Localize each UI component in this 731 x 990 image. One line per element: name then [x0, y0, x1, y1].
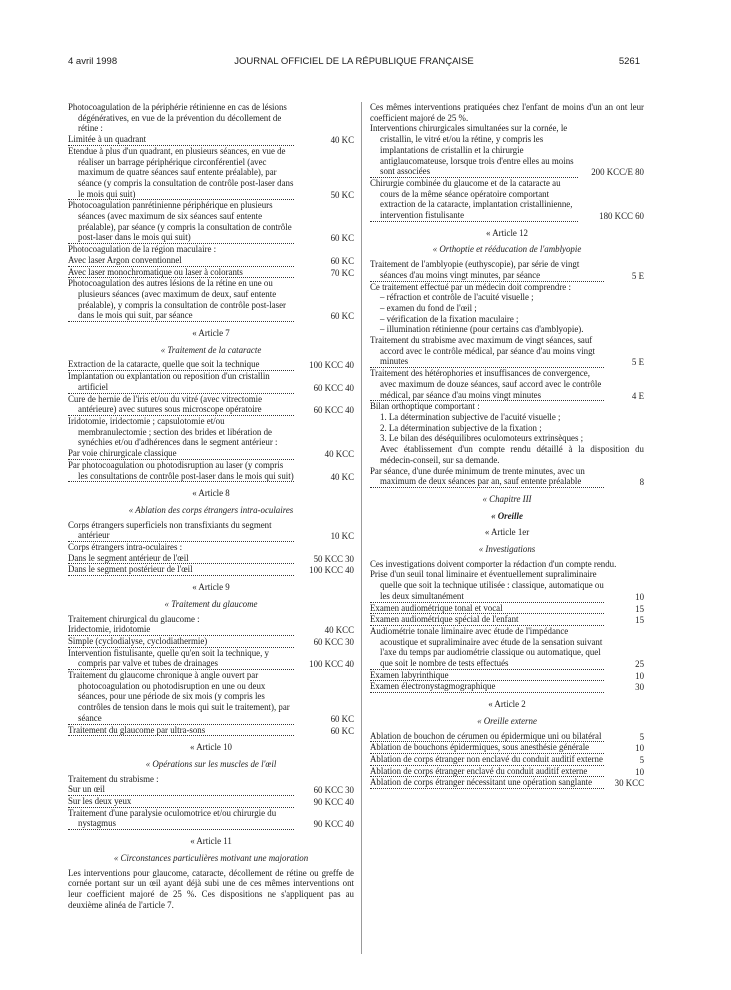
- entry-value: 100 KCC 40: [309, 565, 354, 576]
- entry-value: 60 KCC 40: [313, 382, 354, 393]
- entry-text: Dans le segment postérieur de l'œil: [68, 564, 294, 576]
- tariff-entry: [68, 553, 354, 565]
- entry-value: 60 KCC 30: [313, 636, 354, 647]
- article-heading: « Article 7: [192, 328, 230, 339]
- entry-text: Bilan orthoptique comportant :: [370, 401, 480, 412]
- article-heading: « Article 2: [488, 699, 526, 710]
- entry-value: 60 KC: [330, 725, 354, 736]
- entry-value: 60 KC: [330, 255, 354, 266]
- entry-value: 60 KC: [330, 311, 354, 322]
- tariff-entry: [68, 416, 354, 448]
- tariff-entry: [68, 648, 354, 670]
- article-subheading: « Opérations sur les muscles de l'œil: [145, 758, 277, 769]
- entry-value: 50 KC: [330, 189, 354, 200]
- entry-value: 40 KCC: [324, 625, 354, 636]
- header-page-number: 5261: [618, 56, 640, 67]
- tariff-entry: [370, 614, 644, 626]
- entry-text: Audiométrie tonale liminaire avec étude de l'impédance acoustique et supraliminaire avec étude de la sensation suivant l'axe du temps par audiométrie classique ou automatique, quel que soit le nombre de tests effectués: [370, 625, 603, 669]
- entry-text: Avec laser monochromatique ou laser à colorants: [68, 267, 294, 279]
- left-column: [68, 102, 354, 910]
- entry-value: 25: [635, 659, 644, 670]
- entry-text: Examen audiométrique spécial de l'enfant: [370, 614, 604, 626]
- tariff-entry: [68, 448, 354, 460]
- tariff-entry: [370, 123, 644, 178]
- entry-text: Par séance, d'une durée minimum de trente minutes, avec un maximum de deux séances par an, sauf entente préalable: [370, 466, 604, 488]
- tariff-entry: [68, 394, 354, 416]
- entry-text: Dans le segment antérieur de l'œil: [68, 553, 294, 565]
- tariff-entry: [370, 401, 644, 412]
- article-heading: « Article 9: [192, 582, 230, 593]
- tariff-entry: [370, 603, 644, 615]
- entry-text: Ablation de corps étranger nécessitant une opération sanglante: [370, 777, 604, 789]
- entry-text: Traitement chirurgical du glaucome :: [68, 613, 200, 624]
- entry-text: Sur les deux yeux: [68, 796, 294, 808]
- entry-text: Ablation de bouchons épidermiques, sous anesthésie générale: [370, 742, 604, 754]
- entry-text: Traitement des hétérophories et insuffisances de convergence, avec maximum de douze séances, sauf accord avec le contrôle médical, par séance d'au moins vingt minutes: [370, 368, 604, 401]
- entry-value: 4 E: [631, 390, 644, 401]
- entry-value: 30 KCC: [614, 778, 644, 789]
- list-item: Avec établissement d'un compte rendu détaillé à la disposition du médecin-conseil, sur sa demande.: [380, 444, 644, 465]
- entry-text: Corps étrangers superficiels non transfixiants du segment antérieur: [68, 520, 294, 542]
- tariff-entry: [68, 359, 354, 371]
- list-item: – vérification de la fixation maculaire ;: [380, 313, 519, 324]
- tariff-entry: [370, 178, 644, 222]
- list-item: – illumination rétinienne (pour certains cas d'amblyopie).: [380, 324, 584, 335]
- header-title: JOURNAL OFFICIEL DE LA RÉPUBLIQUE FRANÇAISE: [234, 56, 474, 67]
- entry-value: 10: [635, 670, 644, 681]
- entry-text: Photocoagulation de la périphérie rétinienne en cas de lésions dégénératives, en vue de la prévention du décollement de rétine :: [68, 102, 287, 134]
- entry-text: Examen labyrinthique: [370, 670, 604, 682]
- page-header: [68, 56, 640, 70]
- article-subheading: « Oreille externe: [477, 715, 537, 726]
- tariff-entry: [68, 255, 354, 267]
- tariff-entry: [68, 542, 354, 553]
- entry-text: Chirurgie combinée du glaucome et de la cataracte au cours de la même séance opératoire comportant extraction de la cataracte, implantation cristallinienne, intervention fistulisante: [370, 178, 578, 222]
- entry-value: 60 KCC 40: [313, 405, 354, 416]
- article-subheading: « Traitement du glaucome: [164, 598, 258, 609]
- entry-value: 10: [635, 591, 644, 602]
- entry-value: 60 KC: [330, 233, 354, 244]
- tariff-entry: [370, 259, 644, 281]
- entry-text: Intervention fistulisante, quelle qu'en soit la technique, y compris par valve et tubes de drainages: [68, 648, 294, 670]
- entry-value: 30: [635, 682, 644, 693]
- tariff-entry: [370, 670, 644, 682]
- tariff-entry: [68, 784, 354, 796]
- tariff-entry: [68, 564, 354, 576]
- list-item: – examen du fond de l'œil ;: [380, 302, 477, 313]
- entry-text: Par photocoagulation ou photodisruption au laser (y compris les consultations de contrôle post-laser dans le mois qui suit): [68, 459, 294, 481]
- entry-text: Implantation ou explantation ou reposition d'un cristallin artificiel: [68, 371, 294, 393]
- entry-value: 10: [635, 766, 644, 777]
- list-item: – réfraction et contrôle de l'acuité visuelle ;: [380, 292, 534, 303]
- entry-value: 100 KCC 40: [309, 659, 354, 670]
- entry-text: Prise d'un seuil tonal liminaire et éventuellement supraliminaire quelle que soit la technique utilisée : classique, automatique ou les deux simultanément: [370, 569, 604, 601]
- article-heading: « Article 11: [190, 836, 232, 847]
- article-subheading: « Circonstances particulières motivant une majoration: [113, 852, 309, 863]
- entry-value: 100 KCC 40: [309, 360, 354, 371]
- right-column: [370, 102, 644, 789]
- tariff-entry: [68, 102, 354, 134]
- entry-text: Ablation de corps étranger non enclavé du conduit auditif externe: [370, 753, 603, 764]
- article-subheading: « Traitement de la cataracte: [160, 344, 262, 355]
- entry-value: 200 KCC/E 80: [591, 167, 644, 178]
- entry-text: Iridotomie, iridectomie ; capsulotomie et/ou membranulectomie ; section des brides et libération de synéchies et/ou d'adhérences dans le segment antérieur :: [68, 415, 278, 448]
- entry-value: 70 KC: [330, 267, 354, 278]
- tariff-entry: [370, 766, 644, 778]
- entry-text: Ce traitement effectué par un médecin doit comprendre :: [370, 281, 571, 292]
- tariff-entry: [68, 244, 354, 255]
- entry-value: 5 E: [631, 357, 644, 368]
- list-item: 1. La détermination subjective de l'acuité visuelle ;: [380, 411, 561, 422]
- chapter-heading: « Chapitre III: [482, 493, 532, 504]
- tariff-entry: [370, 282, 644, 293]
- tariff-entry: [68, 134, 354, 146]
- entry-text: Sur un œil: [68, 784, 294, 796]
- tariff-entry: [370, 335, 644, 368]
- entry-value: 60 KCC 30: [313, 785, 354, 796]
- entry-text: Cure de hernie de l'iris et/ou du vitré (avec vitrectomie antérieure) avec sutures sous microscope opératoire: [68, 394, 294, 416]
- entry-value: 40 KCC: [324, 449, 354, 460]
- entry-text: Photocoagulation de la région maculaire :: [68, 244, 217, 255]
- tariff-entry: [68, 725, 354, 737]
- header-date: 4 avril 1998: [68, 56, 118, 67]
- entry-text: Traitement du glaucome chronique à angle ouvert par photocoagulation ou photodisruption en une ou deux séances, pour une période de six mois (y compris les contrôles de tension dans le mois qui suit le traitement), par séance: [68, 670, 294, 725]
- entry-text: Par voie chirurgicale classique: [68, 448, 294, 460]
- entry-text: Examen audiométrique tonal et vocal: [370, 603, 604, 615]
- article-subheading: « Ablation des corps étrangers intra-oculaires: [128, 504, 294, 515]
- tariff-entry: [370, 777, 644, 789]
- tariff-entry: [68, 670, 354, 725]
- entry-value: 15: [635, 615, 644, 626]
- entry-text: Traitement de l'amblyopie (euthyscopie), par série de vingt séances d'au moins vingt minutes, par séance: [370, 259, 604, 281]
- entry-value: 8: [639, 477, 644, 488]
- article-subheading: « Orthoptie et rééducation de l'amblyopie: [432, 244, 582, 255]
- tariff-entry: [68, 636, 354, 648]
- tariff-entry: [68, 371, 354, 393]
- entry-value: 40 KC: [330, 135, 354, 146]
- entry-value: 15: [635, 603, 644, 614]
- tariff-entry: [370, 681, 644, 693]
- list-item: 3. Le bilan des déséquilibres oculomoteurs extrinsèques ;: [380, 433, 584, 444]
- tariff-entry: [68, 267, 354, 279]
- entry-text: Interventions chirurgicales simultanées sur la cornée, le cristallin, le vitré et/ou la rétine, y compris les implantations de cristallin et la chirurgie antiglaucomateuse, lorsque trois d'entre elles au moins sont associées: [370, 123, 578, 178]
- entry-text: Limitée à un quadrant: [68, 134, 294, 146]
- article-paragraph: Ces mêmes interventions pratiquées chez l'enfant de moins d'un an ont leur coefficient majoré de 25 %.: [370, 102, 644, 123]
- tariff-entry: [68, 774, 354, 785]
- entry-value: 40 KC: [330, 471, 354, 482]
- tariff-entry: [370, 569, 644, 602]
- article-subheading: « Investigations: [478, 544, 536, 555]
- tariff-entry: [370, 754, 644, 766]
- entry-text: Traitement du strabisme avec maximum de vingt séances, sauf accord avec le contrôle médical, par séance d'au moins vingt minutes: [370, 335, 604, 368]
- tariff-entry: [370, 368, 644, 401]
- entry-value: 90 KCC 40: [313, 797, 354, 808]
- entry-text: Traitement du glaucome par ultra-sons: [68, 725, 294, 737]
- entry-text: Etendue à plus d'un quadrant, en plusieurs séances, en vue de réaliser un barrage périphérique circonférentiel (avec maximum de quatre séances sauf entente préalable), par séance (y compris la consultation de contrôle post-laser dans le mois qui suit): [68, 145, 294, 199]
- entry-text: Corps étrangers intra-oculaires :: [68, 542, 183, 553]
- tariff-entry: [68, 808, 354, 830]
- entry-text: Traitement d'une paralysie oculomotrice et/ou chirurgie du nystagmus: [68, 808, 294, 830]
- tariff-entry: [68, 796, 354, 808]
- tariff-entry: [370, 626, 644, 670]
- tariff-entry: [68, 278, 354, 322]
- article-heading: « Article 10: [190, 742, 232, 753]
- entry-text: Iridectomie, iridotomie: [68, 624, 294, 636]
- article-heading: « Article 8: [192, 488, 230, 499]
- entry-value: 180 KCC 60: [599, 211, 644, 222]
- tariff-entry: [68, 460, 354, 482]
- entry-value: 60 KC: [330, 713, 354, 724]
- entry-text: Ablation de corps étranger enclavé du conduit auditif externe: [370, 766, 604, 778]
- entry-text: Ablation de bouchon de cérumen ou épidermique uni ou bilatéral: [370, 731, 604, 743]
- entry-value: 10 KC: [330, 531, 354, 542]
- entry-value: 5: [639, 754, 644, 765]
- entry-value: 50 KCC 30: [313, 553, 354, 564]
- entry-text: Traitement du strabisme :: [68, 773, 159, 784]
- list-item: 2. La détermination subjective de la fixation ;: [380, 422, 542, 433]
- tariff-entry: [370, 731, 644, 743]
- column-divider: [361, 102, 362, 954]
- article-heading: « Article 1er: [484, 527, 530, 538]
- entry-text: Extraction de la cataracte, quelle que soit la technique: [68, 359, 294, 371]
- tariff-entry: [68, 614, 354, 625]
- entry-value: 5 E: [631, 270, 644, 281]
- article-paragraph: Les interventions pour glaucome, cataracte, décollement de rétine ou greffe de cornée portant sur un œil ayant déjà subi une de ces mêmes interventions ont leur coefficient majoré de 25 %. Ces dispositions ne s'appliquent pas au deuxième alinéa de l'article 7.: [68, 867, 354, 910]
- article-heading: « Article 12: [486, 227, 528, 238]
- tariff-entry: [370, 466, 644, 488]
- entry-value: 5: [639, 731, 644, 742]
- article-paragraph: Ces investigations doivent comporter la rédaction d'un compte rendu.: [370, 558, 617, 569]
- tariff-entry: [370, 742, 644, 754]
- entry-text: Photocoagulation des autres lésions de la rétine en une ou plusieurs séances (avec maximum de deux, sauf entente préalable), y compris la consultation de contrôle post-laser dans le mois qui suit, par séance: [68, 278, 294, 322]
- entry-text: Photocoagulation panrétinienne périphérique en plusieurs séances (avec maximum de six séances sauf entente préalable), par séance (y compris la consultation de contrôle post-laser dans le mois qui suit): [68, 200, 294, 244]
- entry-text: Simple (cyclodialyse, cyclodiathermie): [68, 636, 294, 648]
- tariff-entry: [68, 520, 354, 542]
- entry-value: 10: [635, 743, 644, 754]
- tariff-entry: [68, 624, 354, 636]
- entry-value: 90 KCC 40: [313, 819, 354, 830]
- entry-text: Examen électronystagmographique: [370, 681, 604, 693]
- tariff-entry: [68, 200, 354, 244]
- entry-text: Avec laser Argon conventionnel: [68, 255, 294, 267]
- chapter-subheading: « Oreille: [491, 510, 523, 521]
- tariff-entry: [68, 146, 354, 201]
